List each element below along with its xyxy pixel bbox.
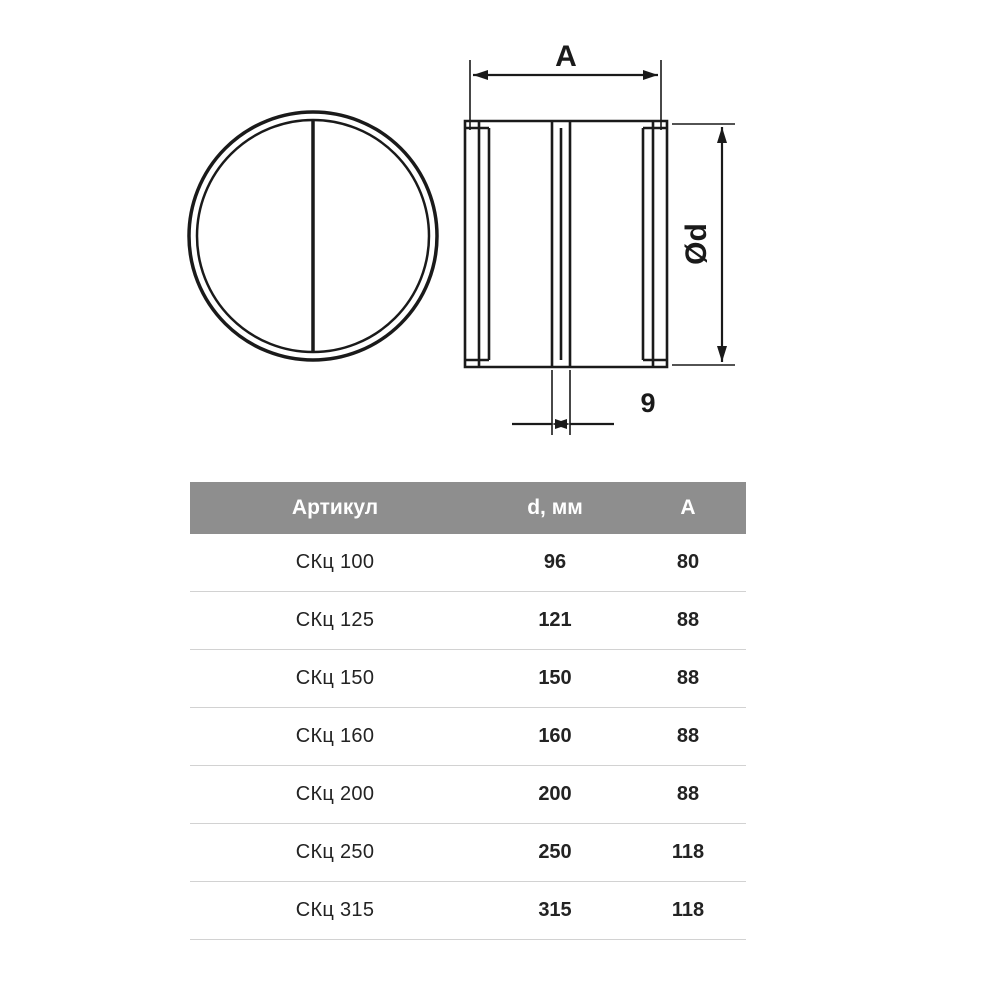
arrow-left-A [473,70,488,80]
header-article: Артикул [190,482,480,534]
arrow-right-A [643,70,658,80]
table-row [190,766,746,824]
cell-d: 121 [480,592,630,650]
cell-d: 200 [480,766,630,824]
cell-article: СКц 315 [190,882,480,940]
side-sleeve-view [465,121,667,367]
table-row [190,824,746,882]
header-a: A [630,482,746,534]
table-row [190,534,746,592]
label-diameter-d: Ød [680,223,713,265]
specification-table [190,482,746,940]
arrow-bottom-d [717,346,727,362]
table-row [190,650,746,708]
cell-d: 160 [480,708,630,766]
cell-article: СКц 125 [190,592,480,650]
dimension-rib-9 [512,370,614,435]
header-d: d, мм [480,482,630,534]
cell-article: СКц 200 [190,766,480,824]
technical-drawing [0,0,1000,460]
sleeve-body-outline [465,121,667,367]
table-header [190,482,746,534]
cell-article: СКц 150 [190,650,480,708]
cell-d: 315 [480,882,630,940]
cell-a: 118 [630,824,746,882]
front-circular-view [189,112,437,360]
table-row [190,592,746,650]
cell-a: 88 [630,766,746,824]
cell-article: СКц 100 [190,534,480,592]
cell-a: 88 [630,592,746,650]
table-header-row [190,482,746,534]
table-body [190,534,746,940]
table-row [190,882,746,940]
cell-a: 80 [630,534,746,592]
cell-article: СКц 250 [190,824,480,882]
cell-d: 96 [480,534,630,592]
cell-d: 250 [480,824,630,882]
cell-a: 88 [630,650,746,708]
cell-a: 88 [630,708,746,766]
table-row [190,708,746,766]
label-rib-9: 9 [640,388,656,418]
cell-article: СКц 160 [190,708,480,766]
label-width-A: A [555,40,577,73]
cell-d: 150 [480,650,630,708]
cell-a: 118 [630,882,746,940]
arrow-top-d [717,127,727,143]
